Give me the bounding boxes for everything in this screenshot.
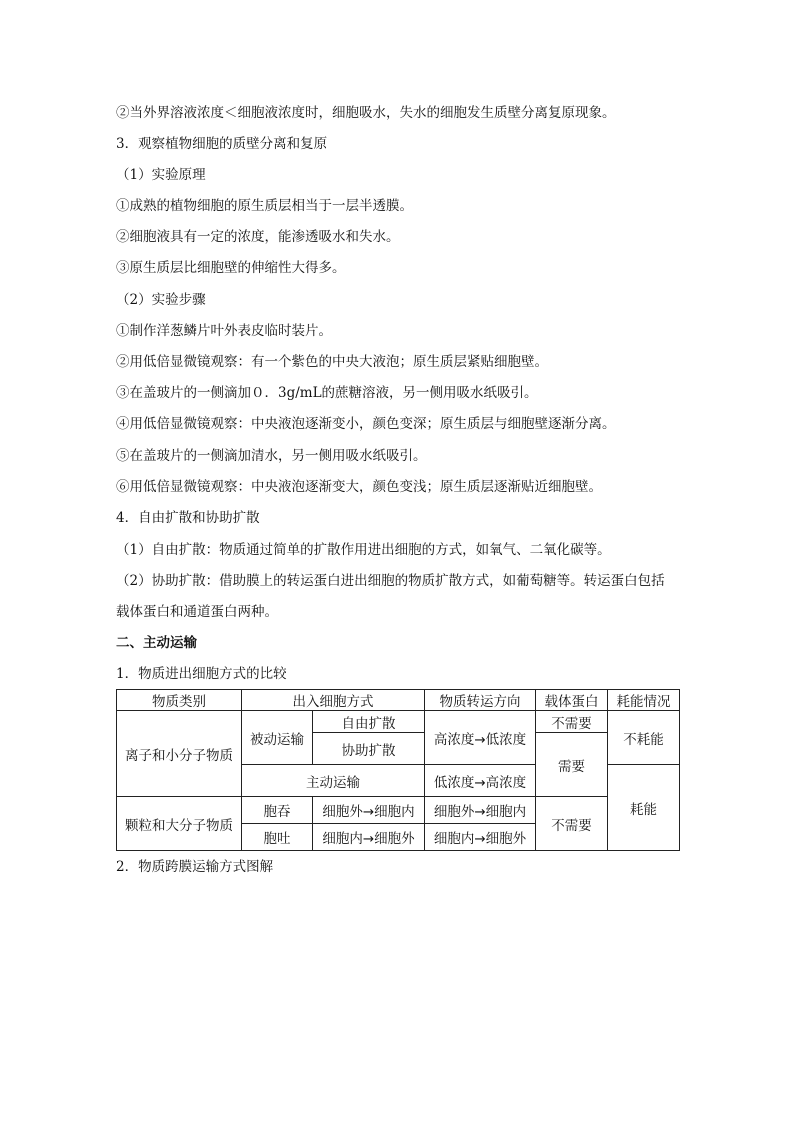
paragraph-line: ②当外界溶液浓度＜细胞液浓度时，细胞吸水，失水的细胞发生质壁分离复原现象。 xyxy=(116,105,616,121)
table-cell: 细胞内→细胞外 xyxy=(313,824,425,851)
table-cell: 高浓度→低浓度 xyxy=(425,711,536,765)
paragraph-line: ④用低倍显微镜观察：中央液泡逐渐变小，颜色变深；原生质层与细胞壁逐渐分离。 xyxy=(116,416,616,432)
table-cell: 耗能 xyxy=(608,765,680,851)
table-cell: 细胞外→细胞内 xyxy=(425,797,536,824)
subheading: （1）实验原理 xyxy=(116,167,206,183)
paragraph-line: ②细胞液具有一定的浓度，能渗透吸水和失水。 xyxy=(116,229,400,245)
paragraph-line: ③原生质层比细胞壁的伸缩性大得多。 xyxy=(116,260,346,276)
table-cell: 需要 xyxy=(536,733,608,797)
table-cell: 主动运输 xyxy=(242,765,425,797)
section-heading: 3．观察植物细胞的质壁分离和复原 xyxy=(116,136,328,152)
paragraph-line: 载体蛋白和通道蛋白两种。 xyxy=(116,604,278,620)
table-row xyxy=(117,711,680,733)
paragraph-line: ⑥用低倍显微镜观察：中央液泡逐渐变大，颜色变浅；原生质层逐渐贴近细胞壁。 xyxy=(116,479,602,495)
paragraph-line: ②用低倍显微镜观察：有一个紫色的中央大液泡；原生质层紧贴细胞壁。 xyxy=(116,354,548,370)
table-cell: 协助扩散 xyxy=(313,733,425,765)
table-cell: 不需要 xyxy=(536,797,608,851)
table-cell: 胞吐 xyxy=(242,824,313,851)
header-cell: 物质类别 xyxy=(117,690,242,711)
table-cell: 胞吞 xyxy=(242,797,313,824)
header-cell: 耗能情况 xyxy=(608,690,680,711)
table-cell: 细胞内→细胞外 xyxy=(425,824,536,851)
header-cell: 物质转运方向 xyxy=(425,690,536,711)
section-heading: 2．物质跨膜运输方式图解 xyxy=(116,859,274,875)
subheading: （2）实验步骤 xyxy=(116,292,206,308)
header-cell: 载体蛋白 xyxy=(536,690,608,711)
table-caption: 1．物质进出细胞方式的比较 xyxy=(116,666,287,682)
table-row xyxy=(117,797,680,824)
paragraph-line: ③在盖玻片的一侧滴加０．3g/mL的蔗糖溶液，另一侧用吸水纸吸引。 xyxy=(116,385,538,401)
paragraph-line: （2）协助扩散：借助膜上的转运蛋白进出细胞的物质扩散方式，如葡萄糖等。转运蛋白包括 xyxy=(116,573,665,589)
paragraph-line: ①成熟的植物细胞的原生质层相当于一层半透膜。 xyxy=(116,198,413,214)
table-cell: 细胞外→细胞内 xyxy=(313,797,425,824)
section-heading: 二、主动运输 xyxy=(116,635,197,651)
section-heading: 4．自由扩散和协助扩散 xyxy=(116,510,260,526)
table-cell: 不耗能 xyxy=(608,711,680,765)
comparison-table xyxy=(116,689,680,851)
table-cell: 被动运输 xyxy=(242,711,313,765)
header-cell: 出入细胞方式 xyxy=(242,690,425,711)
paragraph-line: ①制作洋葱鳞片叶外表皮临时装片。 xyxy=(116,323,332,339)
paragraph-line: （1）自由扩散：物质通过简单的扩散作用进出细胞的方式，如氧气、二氧化碳等。 xyxy=(116,542,611,558)
table-cell: 自由扩散 xyxy=(313,711,425,733)
table-cell: 低浓度→高浓度 xyxy=(425,765,536,797)
table-header-row xyxy=(117,690,680,711)
table-cell: 颗粒和大分子物质 xyxy=(117,797,242,851)
table-cell: 离子和小分子物质 xyxy=(117,711,242,797)
table-cell: 不需要 xyxy=(536,711,608,733)
paragraph-line: ⑤在盖玻片的一侧滴加清水，另一侧用吸水纸吸引。 xyxy=(116,448,427,464)
